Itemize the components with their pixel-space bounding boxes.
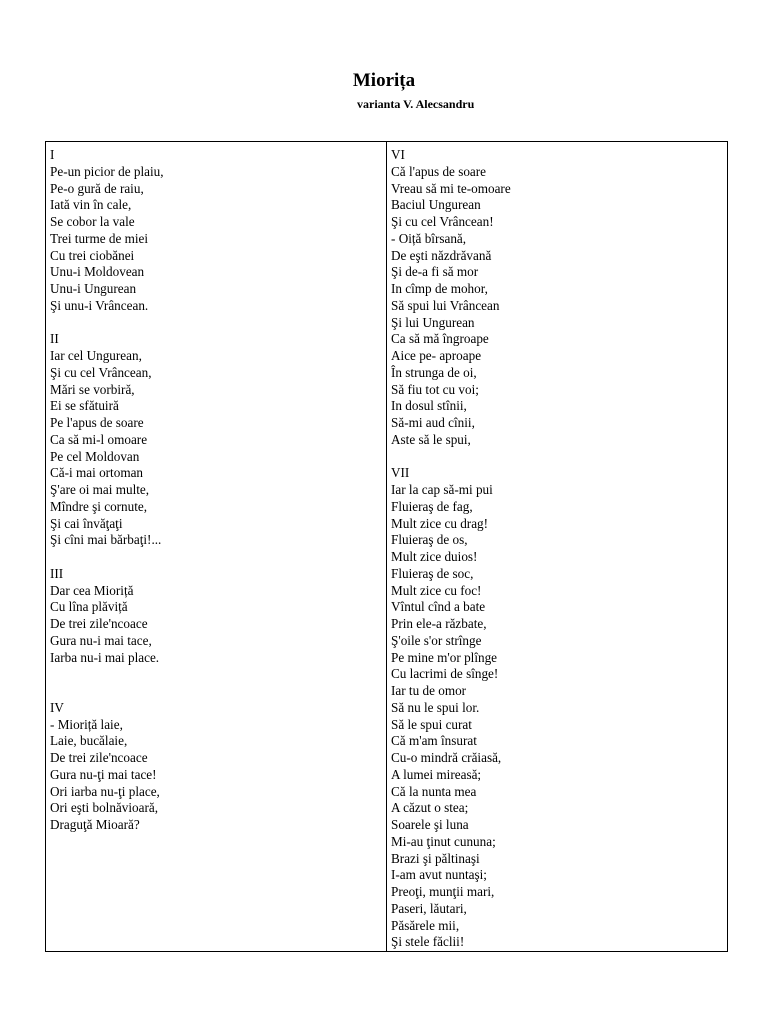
poem-line: Unu-i Ungurean [50, 281, 137, 296]
poem-line: Gura nu-i mai tace, [50, 632, 152, 648]
stanza [50, 566, 386, 700]
left-column [46, 142, 387, 951]
poem-line: Păsărele mii, [391, 917, 460, 933]
poem-line: A lumei mireasă; [391, 766, 482, 782]
poem-line: Ş'are oi mai multe, [50, 482, 150, 497]
poem-line: Fluieraş de fag, [391, 498, 473, 514]
poem-line: A căzut o stea; [391, 800, 469, 816]
document-title: Miorița [352, 70, 416, 91]
stanza-spacer [391, 449, 727, 466]
poem-line: Mîndre şi cornute, [50, 498, 148, 514]
stanza [391, 147, 727, 465]
stanza [50, 700, 386, 834]
poem-line: De trei zile'ncoace [50, 750, 148, 765]
poem-line: Cu lacrimi de sînge! [391, 666, 499, 682]
poem-line: Vîntul cînd a bate [391, 599, 486, 615]
poem-line: Că-i mai ortoman [50, 465, 144, 481]
poem-line: Ca să mă îngroape [391, 331, 489, 347]
stanza-spacer [50, 549, 386, 566]
poem-line: Ei se sfătuiră [50, 398, 119, 414]
stanza-number: II [50, 331, 59, 347]
poem-line: Pe-un picior de plaiu, [50, 163, 164, 179]
poem-line: Laie, bucălaie, [50, 733, 128, 749]
poem-line: Mult zice duios! [391, 549, 478, 564]
poem-line: Pe cel Moldovan [50, 448, 140, 464]
stanza-number: VI [391, 147, 405, 162]
poem-line: Unu-i Moldovean [50, 264, 145, 280]
poem-line: In cîmp de mohor, [391, 281, 488, 296]
poem-line: Şi lui Ungurean [391, 314, 475, 330]
stanza [391, 465, 727, 951]
poem-line: Aice pe- aproape [391, 348, 482, 363]
poem-line: Brazi şi păltinaşi [391, 850, 480, 866]
stanza-number: III [50, 565, 64, 581]
stanza-spacer [50, 683, 386, 700]
poem-line: Şi de-a fi să mor [391, 264, 479, 280]
poem-line: Că m'am însurat [391, 733, 477, 749]
poem-line: Paseri, lăutari, [391, 900, 467, 916]
poem-line: Că la nunta mea [391, 783, 477, 799]
poem-line: Pe mine m'or plînge [391, 649, 498, 665]
poem-line: De eşti năzdrăvană [391, 247, 492, 263]
poem-line: Cu lîna plăviță [50, 599, 128, 615]
poem-line: Mult zice cu foc! [391, 582, 482, 598]
poem-line: Aste să le spui, [391, 431, 471, 447]
poem-line: Ori iarba nu-ţi place, [50, 783, 160, 799]
poem-line: Iar tu de omor [391, 683, 467, 698]
poem-line: Mări se vorbiră, [50, 381, 135, 397]
poem-table [45, 141, 728, 952]
poem-line: Iată vin în cale, [50, 197, 132, 213]
poem-line: Preoţi, munţii mari, [391, 884, 495, 899]
stanza-number: VII [391, 465, 410, 481]
poem-line: Ca să mi-l omoare [50, 431, 148, 447]
poem-line: În strunga de oi, [391, 364, 477, 380]
poem-line: De trei zile'ncoace [50, 616, 148, 631]
poem-line: Şi cu cel Vrâncean, [50, 364, 152, 380]
poem-line: Să fiu tot cu voi; [391, 381, 479, 397]
poem-line: Prin ele-a răzbate, [391, 616, 487, 631]
poem-line: Dar cea Mioriță [50, 582, 134, 598]
poem-line: Şi cai învăţaţi [50, 515, 123, 531]
poem-line: Iarba nu-i mai place. [50, 649, 160, 665]
document-subtitle: varianta V. Alecsandru [357, 97, 475, 111]
stanza-spacer [50, 315, 386, 332]
poem-line: Iar cel Ungurean, [50, 348, 142, 363]
poem-line: Soarele şi luna [391, 817, 469, 832]
poem-line: Draguţă Mioară? [50, 817, 140, 832]
poem-line: Cu-o mindră crăiasă, [391, 750, 502, 765]
poem-line: In dosul stînii, [391, 398, 467, 414]
poem-line: Să le spui curat [391, 716, 472, 732]
right-column [387, 142, 727, 951]
poem-line: Iar la cap să-mi pui [391, 482, 493, 497]
poem-line: Şi stele făclii! [391, 934, 465, 950]
poem-line: Să spui lui Vrâncean [391, 297, 500, 313]
poem-line: Vreau să mi te-omoare [391, 180, 511, 196]
poem-line: Baciul Ungurean [391, 197, 481, 213]
poem-line: Şi unu-i Vrâncean. [50, 297, 149, 313]
poem-line: Fluieraş de os, [391, 532, 468, 548]
stanza-number: IV [50, 699, 64, 715]
poem-line: Gura nu-ţi mai tace! [50, 766, 157, 782]
poem-line: Mult zice cu drag! [391, 515, 489, 531]
poem-line: Ş'oile s'or strînge [391, 632, 482, 648]
poem-line: Mi-au ţinut cununa; [391, 833, 496, 849]
stanza-number: I [50, 147, 55, 162]
poem-line: Trei turme de miei [50, 230, 149, 246]
stanza [50, 147, 386, 331]
poem-line: Şi cîni mai bărbaţi!... [50, 532, 162, 548]
poem-line: Cu trei ciobănei [50, 247, 135, 263]
poem-line: - Mioriță laie, [50, 716, 123, 732]
stanza-spacer [50, 666, 386, 683]
poem-line: Şi cu cel Vrâncean! [391, 214, 494, 229]
poem-line: - Oiță bîrsană, [391, 230, 467, 246]
stanza [50, 331, 386, 566]
poem-line: Se cobor la vale [50, 214, 135, 229]
poem-line: Fluieraş de soc, [391, 565, 474, 581]
poem-line: Să-mi aud cînii, [391, 415, 475, 430]
poem-line: I-am avut nuntaşi; [391, 867, 487, 883]
poem-line: Că l'apus de soare [391, 163, 487, 179]
poem-line: Pe l'apus de soare [50, 415, 144, 430]
poem-line: Ori eşti bolnăvioară, [50, 800, 159, 816]
poem-line: Pe-o gură de raiu, [50, 180, 144, 196]
poem-line: Să nu le spui lor. [391, 699, 480, 715]
